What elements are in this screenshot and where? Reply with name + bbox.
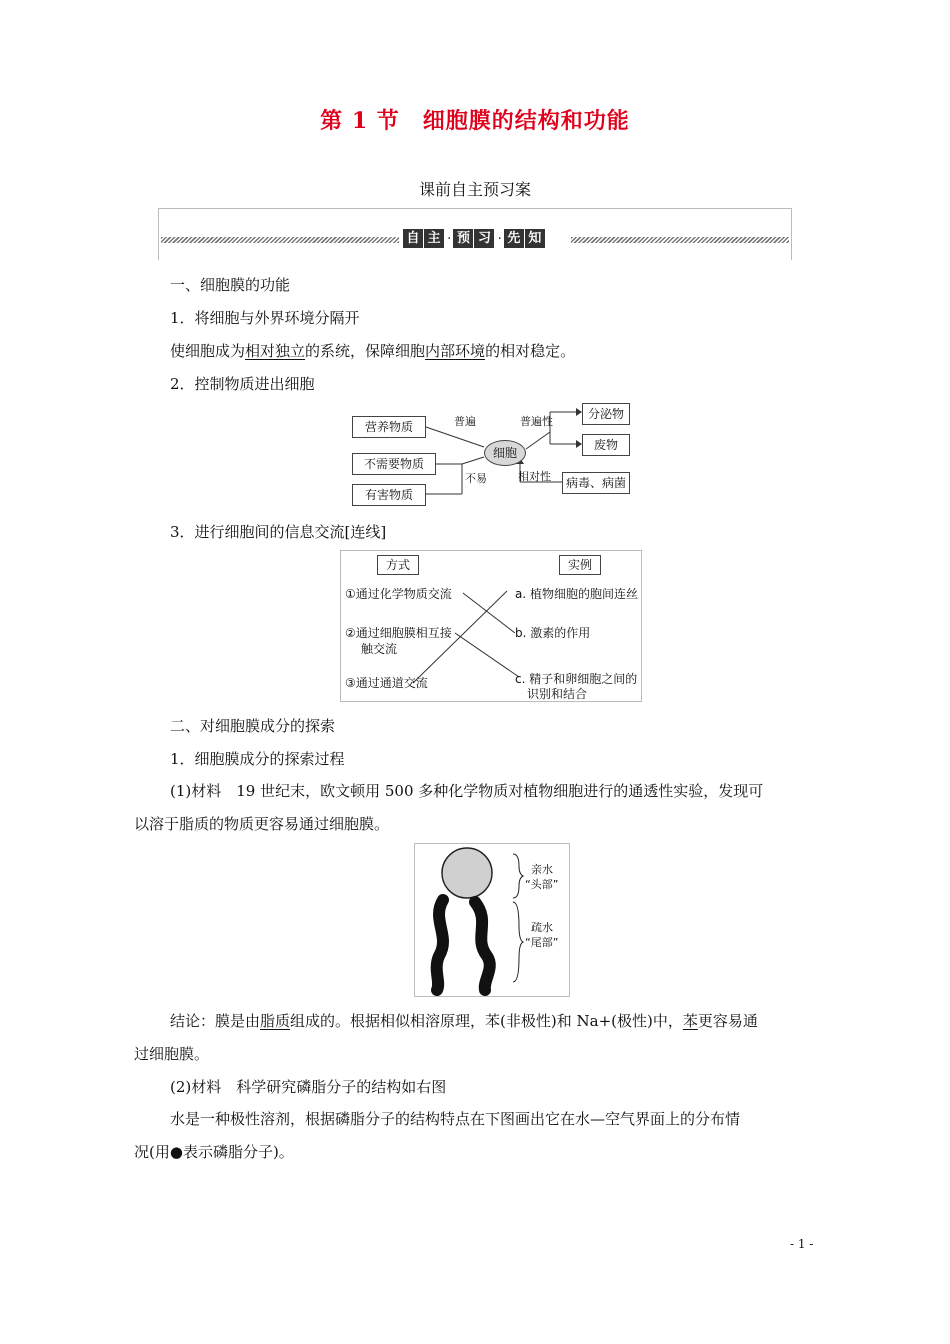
list-item: 2．控制物质进出细胞 xyxy=(170,375,315,393)
method-item: ②通过细胞膜相互接 xyxy=(345,626,452,640)
paragraph xyxy=(170,1010,758,1032)
waste-box: 废物 xyxy=(582,434,630,456)
paragraph: 水是一种极性溶剂，根据磷脂分子的结构特点在下图画出它在水—空气界面上的分布情 xyxy=(170,1110,741,1128)
section-heading: 二、对细胞膜成分的探索 xyxy=(170,717,336,735)
text-span: 结论：膜是由 xyxy=(170,1012,261,1030)
hydrophobic-label: 疏水 xyxy=(531,921,553,934)
banner-badge: 主 xyxy=(424,229,444,248)
secretion-box: 分泌物 xyxy=(582,403,630,425)
communication-matching-diagram xyxy=(340,550,642,702)
example-item: 识别和结合 xyxy=(527,687,588,701)
substance-transport-diagram xyxy=(350,402,632,508)
banner-badge: 习 xyxy=(474,229,494,248)
text-span: 使细胞成为 xyxy=(170,342,246,360)
paragraph: 况(用●表示磷脂分子)。 xyxy=(134,1143,294,1161)
page-number: - 1 - xyxy=(790,1237,814,1251)
paragraph: 以溶于脂质的物质更容易通过细胞膜。 xyxy=(134,815,390,833)
banner-hatch-right xyxy=(571,237,789,243)
not-easy-label: 不易 xyxy=(465,472,487,485)
phospholipid-figure xyxy=(414,843,570,997)
list-item: 1．将细胞与外界环境分隔开 xyxy=(170,309,360,327)
section-subtitle: 课前自主预习案 xyxy=(418,180,531,199)
answer-text: 苯 xyxy=(682,1012,698,1030)
banner-dot: · xyxy=(497,230,502,247)
text-span: 的系统，保障细胞 xyxy=(305,342,426,360)
paragraph: (1)材料 19 世纪末，欧文顿用 500 多种化学物质对植物细胞进行的通透性实验，发现可 xyxy=(170,782,764,800)
banner-badge: 预 xyxy=(453,229,473,248)
hydrophilic-label: 亲水 xyxy=(531,863,553,876)
section-heading: 一、细胞膜的功能 xyxy=(170,276,291,294)
example-item: c. 精子和卵细胞之间的 xyxy=(515,672,638,686)
banner-hatch-left xyxy=(161,237,399,243)
banner-badge: 知 xyxy=(525,229,545,248)
harmful-box: 有害物质 xyxy=(352,484,426,506)
universal-nature-label: 普遍性 xyxy=(520,415,553,428)
universal-label: 普遍 xyxy=(454,415,476,428)
paragraph: 过细胞膜。 xyxy=(134,1045,210,1063)
nutrients-box: 营养物质 xyxy=(352,416,426,438)
paragraph: (2)材料 科学研究磷脂分子的结构如右图 xyxy=(170,1078,447,1096)
relative-label: 相对性 xyxy=(518,470,551,483)
method-item: ③通过通道交流 xyxy=(345,676,428,690)
list-item: 3．进行细胞间的信息交流[连线] xyxy=(170,523,387,541)
method-item: ①通过化学物质交流 xyxy=(345,587,452,601)
head-label: “头部” xyxy=(525,878,559,891)
answer-text: 相对独立 xyxy=(245,342,306,360)
virus-box: 病毒、病菌 xyxy=(562,472,630,494)
list-item: 1．细胞膜成分的探索过程 xyxy=(170,750,345,768)
page-title: 第 1 节 细胞膜的结构和功能 xyxy=(320,108,630,134)
method-header: 方式 xyxy=(377,555,419,575)
text-span: 的相对稳定。 xyxy=(485,342,576,360)
answer-text: 脂质 xyxy=(260,1012,291,1030)
answer-text: 内部环境 xyxy=(425,342,486,360)
cell-ellipse: 细胞 xyxy=(484,440,526,466)
preview-banner xyxy=(158,208,792,260)
banner-badge: 自 xyxy=(403,229,423,248)
example-item: a. 植物细胞的胞间连丝 xyxy=(515,587,638,601)
text-span: 组成的。根据相似相溶原理，苯(非极性)和 Na+(极性)中， xyxy=(290,1012,683,1030)
unneeded-box: 不需要物质 xyxy=(352,453,436,475)
banner-dot: · xyxy=(447,230,452,247)
text-span: 更容易通 xyxy=(697,1012,758,1030)
banner-badges xyxy=(403,229,546,248)
method-item: 触交流 xyxy=(361,642,398,656)
tail-label: “尾部” xyxy=(525,936,559,949)
example-item: b. 激素的作用 xyxy=(515,626,591,640)
example-header: 实例 xyxy=(559,555,601,575)
paragraph xyxy=(170,340,575,362)
banner-badge: 先 xyxy=(504,229,524,248)
